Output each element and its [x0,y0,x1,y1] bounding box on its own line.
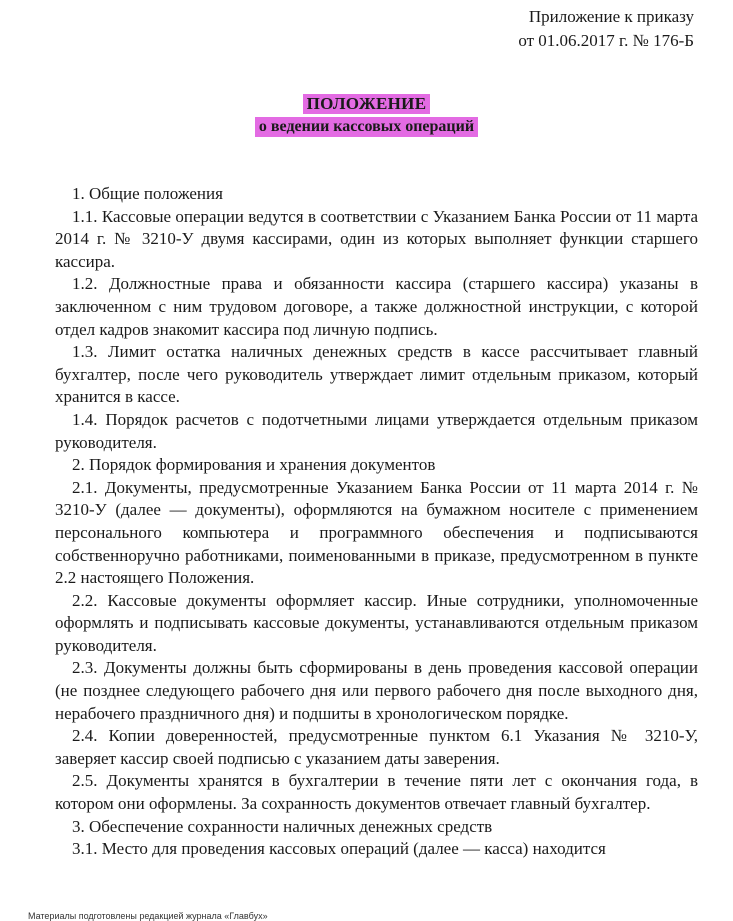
clause-1-4: 1.4. Порядок расчетов с подотчетными лицами утверждается отдельным приказом руководителя. [55,409,698,452]
clause-1-1: 1.1. Кассовые операции ведутся в соответствии с Указанием Банка России от 11 марта 2014 г. № 3210-У двумя кассирами, один из которых выполняет функции старшего кассира. [55,206,698,271]
title-main: ПОЛОЖЕНИЕ [303,94,431,114]
section-heading-3: 3. Обеспечение сохранности наличных денежных средств [72,816,493,836]
document-title [0,94,733,137]
clause-2-3: 2.3. Документы должны быть сформированы в день проведения кассовой операции (не позднее следующего рабочего дня или первого рабочего дня после выходного дня, нерабочего праздничного дня) и подшиты в хронологическом порядке. [55,658,698,723]
clause-2-1: 2.1. Документы, предусмотренные Указанием Банка России от 11 марта 2014 г. № 3210-У (далее — документы), оформляются на бумажном носителе с применением персонального компьютера и программного обеспечения и подписываются собственноручно работниками, поименованными в приказе, предусмотренном в пункте 2.2 настоящего Положения. [55,477,698,588]
clause-2-5: 2.5. Документы хранятся в бухгалтерии в течение пяти лет с окончания года, в котором они оформлены. За сохранность документов отвечает главный бухгалтер. [55,771,698,814]
clause-1-3: 1.3. Лимит остатка наличных денежных средств в кассе рассчитывает главный бухгалтер, после чего руководитель утверждает лимит отдельным приказом, который хранится в кассе. [55,342,698,407]
section-heading-1: 1. Общие положения [72,184,223,203]
title-subtitle: о ведении кассовых операций [255,117,478,137]
document-body [55,183,698,861]
clause-2-2: 2.2. Кассовые документы оформляет кассир. Иные сотрудники, уполномоченные оформлять и подписывать кассовые документы, устанавливаются отдельным приказом руководителя. [55,590,698,655]
clause-1-2: 1.2. Должностные права и обязанности кассира (старшего кассира) указаны в заключенном с ним трудовом договоре, а также должностной инструкции, с которой отдел кадров знакомит кассира под личную подпись. [55,274,698,339]
appendix-line-1: Приложение к приказу [528,7,694,26]
appendix-line-2: от 01.06.2017 г. № 176-Б [518,31,694,50]
appendix-reference [518,5,694,53]
footer-note: Материалы подготовлены редакцией журнала «Главбух» [28,911,268,921]
clause-2-4: 2.4. Копии доверенностей, предусмотренные пунктом 6.1 Указания № 3210-У, заверяет кассир своей подписью с указанием даты заверения. [55,726,698,768]
clause-3-1: 3.1. Место для проведения кассовых операций (далее — касса) находится [72,839,606,859]
section-heading-2: 2. Порядок формирования и хранения документов [72,455,436,475]
